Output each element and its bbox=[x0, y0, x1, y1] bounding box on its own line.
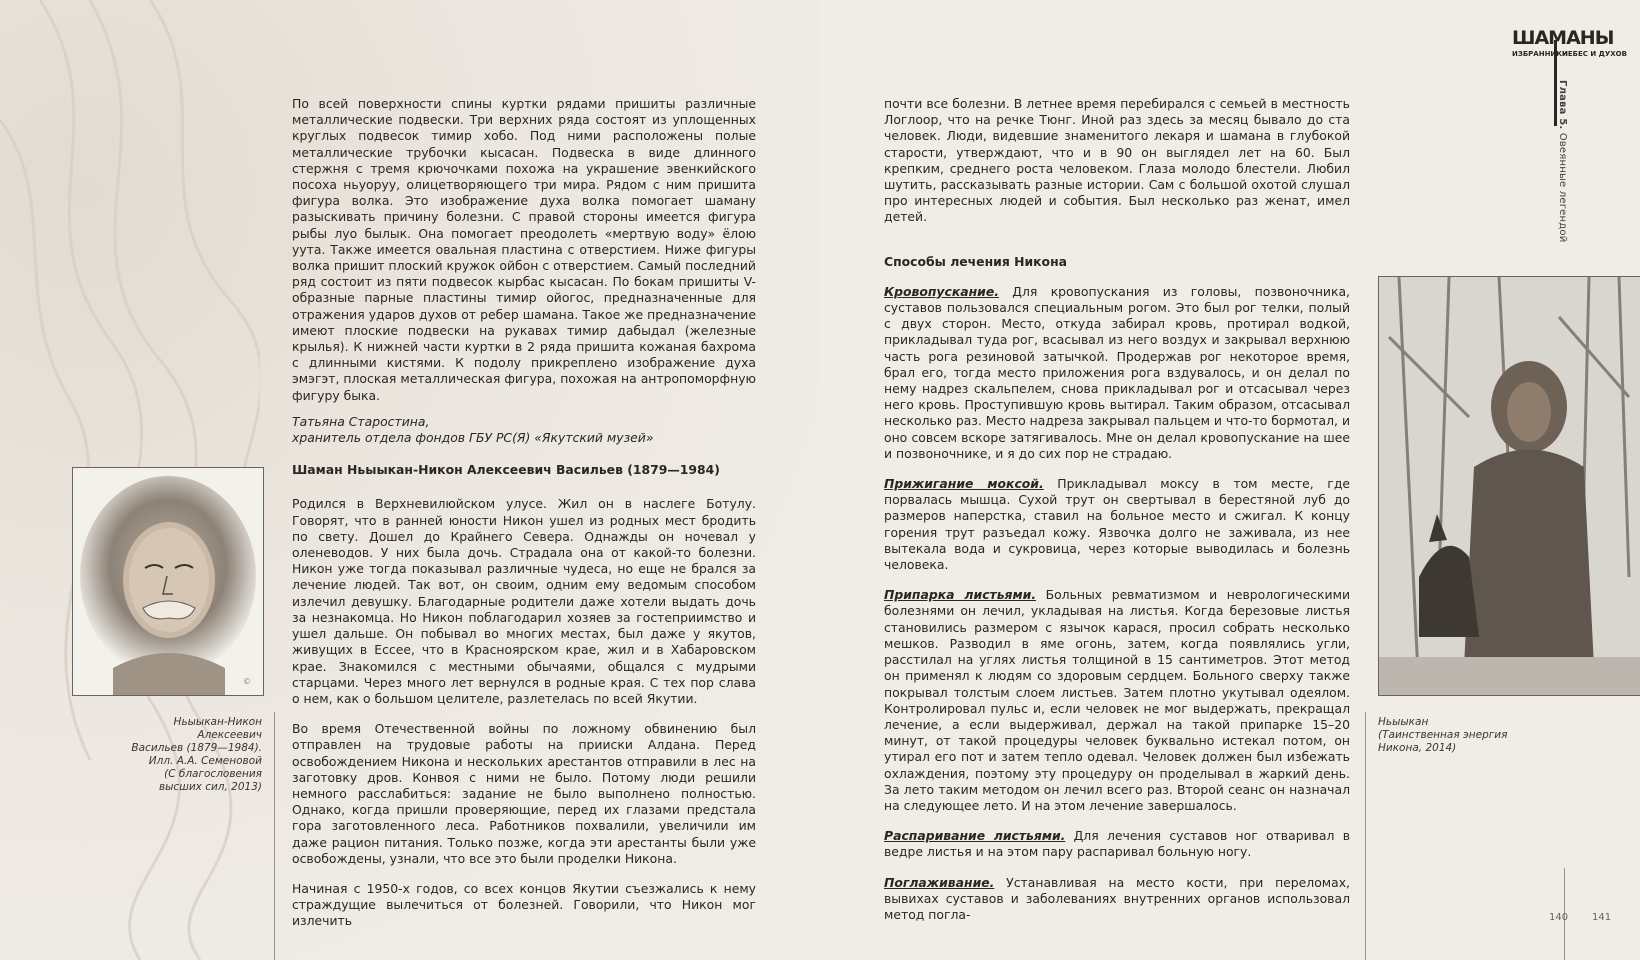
left-photo-caption bbox=[112, 716, 262, 794]
leaf-poultice-paragraph bbox=[884, 587, 1350, 814]
biography-paragraph: Родился в Верхневилюйском улусе. Жил он в наслеге Ботулу. Говорят, что в ранней юности Никон ушел из родных мест бродить по свету. Дошел до Крайнего Севера. Однажды он ночевал у оленеводов. У них была дочь. Страдала она от какой-то болезни. Никон уже тогда показывал различные чудеса, но еще не брался за лечение людей. Так вот, он своим, одним ему ведомым способом излечил девушку. Благодарные родители даже хотели выдать дочь за незнакомца. Но Никон поблагодарил хозяев за гостеприимство и ушел дальше. Он побывал во многих местах, был даже у якутов, живущих в Ессее, что в Красноярском крае, жил и в Хабаровском крае. Знакомился с местными обычаями, общался с мудрыми старцами. Через много лет вернулся в родные края. С тех пор слава о нем, как о большом целителе, разлетелась по всей Якутии. bbox=[292, 496, 756, 706]
right-text-column bbox=[884, 96, 1350, 923]
signature-role: хранитель отдела фондов ГБУ РС(Я) «Якутский музей» bbox=[292, 430, 654, 446]
svg-text:©: © bbox=[243, 677, 251, 686]
svg-text:НЕБЕС И ДУХОВ: НЕБЕС И ДУХОВ bbox=[1562, 50, 1627, 58]
method-title: Прижигание моксой. bbox=[884, 476, 1044, 492]
method-text: Устанавливая на место кости, при переломах, вывихах суставов и заболеваниях внутренних органов использовал метод погла- bbox=[884, 874, 1350, 922]
section-heading: Способы лечения Никона bbox=[884, 253, 1067, 269]
page-number-right: 141 bbox=[1592, 912, 1612, 923]
caption-line: высших сил, 2013) bbox=[158, 781, 262, 793]
stroking-paragraph bbox=[884, 875, 1350, 924]
war-paragraph: Во время Отечественной войны по ложному обвинению был отправлен на трудовые работы на прииски Алдана. Перед освобождением Никона и нескольких арестантов отправили в лес на заготовку дров. Конвоя с ними не было. Потому люди решили немного расслабиться: задание не было выполнено полностью. Однако, когда пришли проверяющие, перед их глазами предстала гора заготовленного леса. Работников похвалили, увеличили им даже рацион питания. Только позже, когда эти арестанты были уже освобождены, узнали, что все это были проделки Никона. bbox=[292, 721, 756, 866]
page-number-left: 140 bbox=[1549, 912, 1569, 923]
caption-line: (Таинственная энергия bbox=[1378, 729, 1508, 741]
shaman-photo bbox=[1378, 276, 1640, 696]
left-divider-line bbox=[274, 712, 275, 960]
left-text-column bbox=[292, 96, 756, 930]
chapter-title: Овеянные легендой bbox=[1557, 132, 1568, 243]
svg-text:ИЗБРАННИКИ: ИЗБРАННИКИ bbox=[1512, 50, 1568, 58]
caption-line: Васильев (1879—1984). bbox=[131, 742, 262, 754]
method-title: Припарка листьями. bbox=[884, 587, 1037, 603]
method-title: Кровопускание. bbox=[884, 283, 999, 299]
book-brand-logo bbox=[1508, 14, 1640, 126]
portrait-illustration bbox=[72, 467, 264, 696]
method-text: Прикладывал моксу в том месте, где порвалась мышца. Сухой трут он свертывал в берестяной луб до размеров наперстка, ставил на больное место и сжигал. К концу горения трут разъедал кожу. Язвочка долго не заживала, из нее вытекала вода и сукровица, через которые выводилась и болезнь человека. bbox=[884, 476, 1351, 573]
photo-scene bbox=[1379, 277, 1640, 695]
svg-text:ШАМАНЫ: ШАМАНЫ bbox=[1512, 27, 1614, 49]
section-heading: Шаман Ньыыкан-Никон Алексеевич Васильев (1879—1984) bbox=[292, 462, 720, 478]
portrait-drawing bbox=[73, 468, 263, 695]
right-photo-caption bbox=[1378, 716, 1548, 755]
caption-line: (С благословения bbox=[164, 768, 262, 780]
costume-description-paragraph: По всей поверхности спины куртки рядами пришиты различные металлические подвески. Три верхних ряда состоят из уплощенных круглых подвесок тимир хобо. Под ними расположены полые металлические трубочки кысасан. Подвеска в виде длинного стержня с тремя крючочками похожа на украшение эвенкийского посоха ньуоруу, олицетворяющего три мира. Рядом с ним пришита фигура волка. Это изображение духа волка помогает шаману разыскивать причину болезни. С правой стороны имеется фигура рыбы луо былык. Она помогает преодолеть «мертвую воду» ёлою уута. Также имеется овальная пластина с отверстием. Ниже фигуры волка пришит плоский кружок ойбон с отверстием. Самый последний ряд состоит из пяти подвесок кырбас кысасан. По бокам пришиты V-образные парные пластины тимир ойогос, предназначенные для отражения ударов духов от ребер шамана. Такое же предназначение имеют плоские подвески на рукавах тимир дабыдал (железные крылья). К нижней части куртки в 2 ряда пришита кожаная бахрома с длинными кистями. К подолу прикреплено изображение духа эмэгэт, плоская металлическая фигура, похожая на антропоморфную фигуру быка. bbox=[292, 96, 756, 403]
moxa-paragraph bbox=[884, 476, 1350, 573]
signature-name: Татьяна Старостина, bbox=[292, 413, 430, 429]
appearance-paragraph: почти все болезни. В летнее время перебирался с семьей в местность Логлоор, что на речке Тюнг. Иной раз здесь за месяц бывало до ста человек. Люди, видевшие знаменитого лекаря и шамана в глубокой старости, утверждают, что и в 90 он выглядел лет на 60. Был крепким, среднего роста человеком. Глаза молодо блестели. Любил шутить, рассказывать разные истории. Сам с большой охотой слушал про интересных людей и события. Был несколько раз женат, имел детей. bbox=[884, 96, 1350, 225]
caption-line: Ньыыкан bbox=[1378, 716, 1429, 728]
leaf-steaming-paragraph bbox=[884, 828, 1350, 860]
later-years-paragraph: Начиная с 1950-х годов, со всех концов Якутии съезжались к нему страждущие вылечиться от болезней. Говорили, что Никон мог излечить bbox=[292, 880, 756, 929]
method-text: Для лечения суставов ног отваривал в ведре листья и на этом пару распаривал больную ногу. bbox=[884, 828, 1351, 860]
bloodletting-paragraph bbox=[884, 284, 1350, 462]
right-divider-line bbox=[1365, 712, 1366, 960]
method-title: Поглаживание. bbox=[884, 874, 995, 890]
caption-line: Ньыыкан-Никон Алексеевич bbox=[173, 716, 262, 741]
chapter-running-head bbox=[1557, 80, 1568, 242]
caption-line: Никона, 2014) bbox=[1378, 742, 1457, 754]
caption-line: Илл. А.А. Семеновой bbox=[148, 755, 262, 767]
method-text: Для кровопускания из головы, позвоночника, суставов пользовался специальным рогом. Это был рог телки, полый с двух сторон. Место, откуда забирал кровь, протирал водкой, прикладывал туда рог, всасывал из него воздух и закрывал верхнюю часть рога резиновой затычкой. Продержав рог некоторое время, брал его, тогда место приложения рога вздувалось, и он делал по нему надрез скальпелем, снова прикладывал рог и отсасывал через него кровь. Проступившую кровь вытирал. Таким образом, отсасывал несколько раз. Место надреза закрывал пальцем и что-то бормотал, и оно совсем вскоре затягивалось. Мне он делал кровопускание на шее и позвоночнике, и я до сих пор не страдаю. bbox=[884, 283, 1350, 461]
method-text: Больных ревматизмом и неврологическими болезнями он лечил, укладывая на листья. Когда березовые листья становились размером с язычок карася, просил собрать несколько мешков. Разводил в яме огонь, затем, когда появлялись угли, расстилал на углях листья толщиной в 15 сантиметров. Этот метод он применял к людям со здоровым сердцем. Больного сверху также покрывал толстым слоем листьев. Затем плотно укутывал одеялом. Контролировал пульс и, если человек не мог выдержать, прекращал лечение, а если выдерживал, держал на такой припарке 15–20 минут, от такой процедуры человек буквально истекал потом, он утирал его пот и затем тепло одевал. Человек должен был избежать охлаждения, поэтому эту процедуру он проделывал в жаркий день. За лето таким методом он лечил всего раз. Второй сеанс он назначал на следующее лето. И на этом лечение завершалось. bbox=[884, 587, 1350, 813]
chapter-label: Глава 5. bbox=[1557, 80, 1568, 130]
method-title: Распаривание листьями. bbox=[884, 828, 1066, 844]
